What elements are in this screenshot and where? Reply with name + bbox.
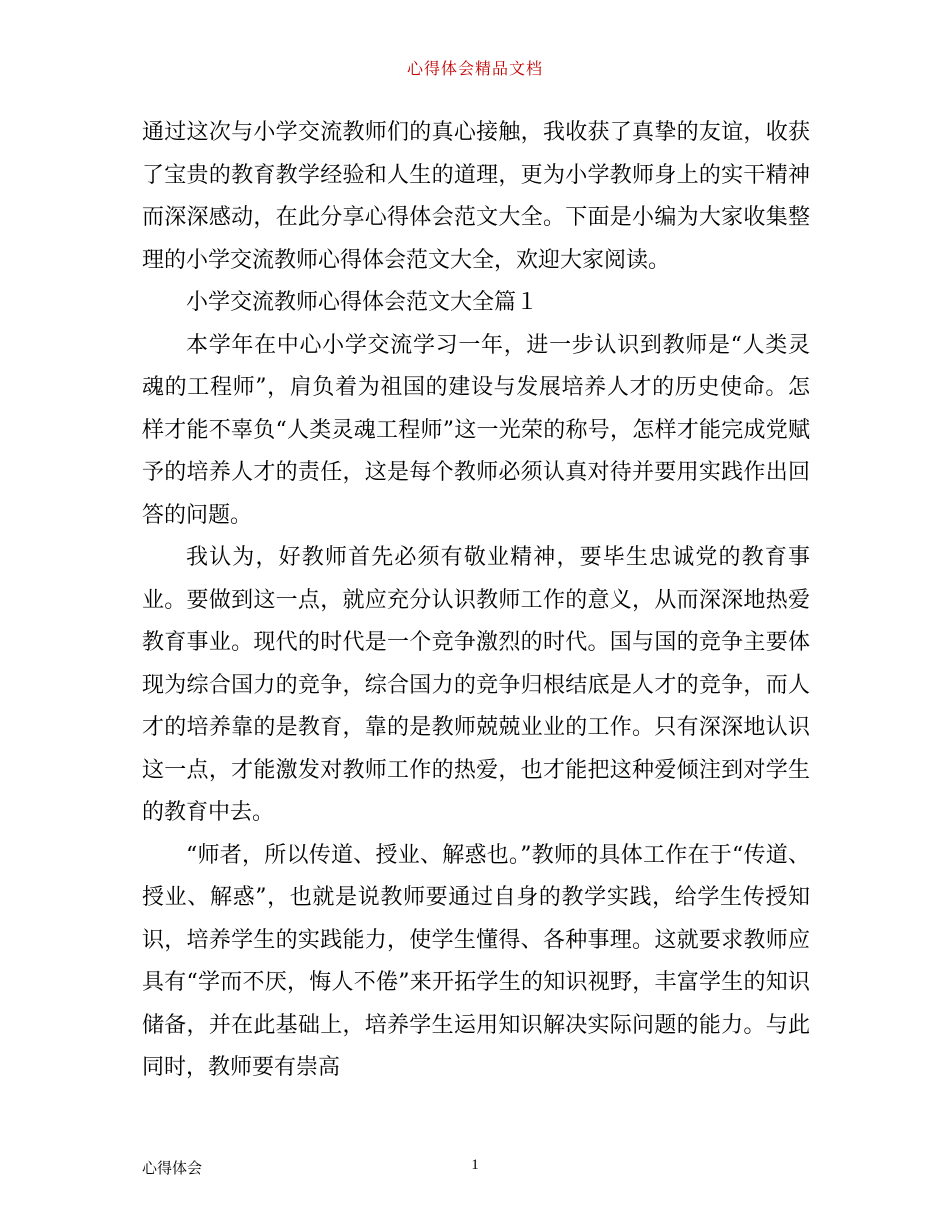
document-header-title: 心得体会精品文档 — [406, 59, 543, 78]
paragraph-intro: 通过这次与小学交流教师们的真心接触，我收获了真挚的友谊，收获了宝贵的教育教学经验和人生的道理，更为小学教师身上的实干精神而深深感动，在此分享心得体会范文大全。下面是小编为大家收集整理的小学交流教师心得体会范文大全，欢迎大家阅读。 — [142, 120, 810, 273]
paragraph: “师者，所以传道、授业、解惑也。”教师的具体工作在于“传道、授业、解惑”，也就是说教师要通过自身的教学实践，给学生传授知识，培养学生的实践能力，使学生懂得、各种事理。这就要求教师应具有“学而不厌，悔人不倦”来开拓学生的知识视野，丰富学生的知识储备，并在此基础上，培养学生运用知识解决实际问题的能力。与此同时，教师要有崇高 — [142, 842, 810, 1080]
paragraph: 本学年在中心小学交流学习一年，进一步认识到教师是“人类灵魂的工程师”，肩负着为祖国的建设与发展培养人才的历史使命。怎样才能不辜负“人类灵魂工程师”这一光荣的称号，怎样才能完成党赋予的培养人才的责任，这是每个教师必须认真对待并要用实践作出回答的问题。 — [142, 332, 810, 528]
page-number: 1 — [471, 1157, 479, 1173]
paragraph: 我认为，好教师首先必须有敬业精神，要毕生忠诚党的教育事业。要做到这一点，就应充分认识教师工作的意义，从而深深地热爱教育事业。现代的时代是一个竞争激烈的时代。国与国的竞争主要体现为综合国力的竞争，综合国力的竞争归根结底是人才的竞争，而人才的培养靠的是教育，靠的是教师兢兢业业的工作。只有深深地认识这一点，才能激发对教师工作的热爱，也才能把这种爱倾注到对学生的教育中去。 — [142, 545, 810, 825]
document-body — [142, 112, 810, 1090]
footer-label: 心得体会 — [142, 1159, 203, 1177]
section-heading: 小学交流教师心得体会范文大全篇１ — [186, 290, 539, 315]
